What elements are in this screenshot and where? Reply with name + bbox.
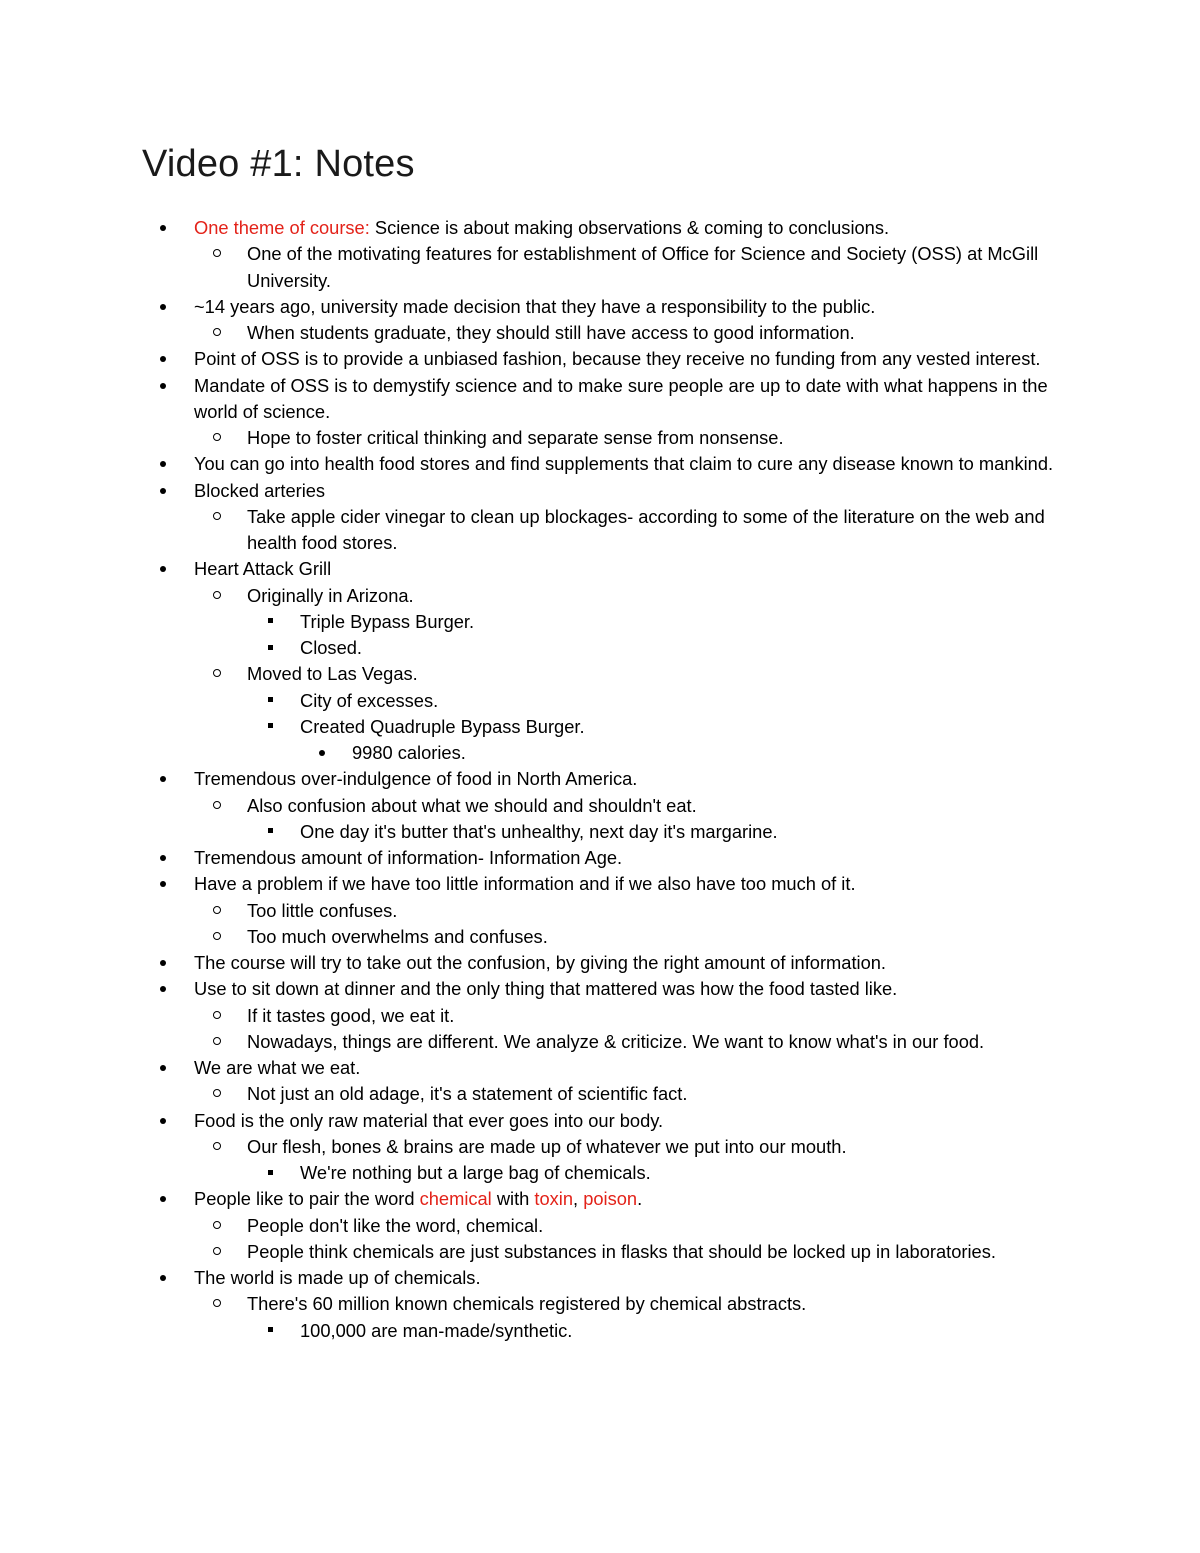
list-item-text: 9980 calories. [352, 742, 466, 763]
list-item [0, 1055, 1200, 1081]
list-item [0, 583, 1200, 609]
bullet-square-icon [260, 688, 280, 714]
list-item-text: Mandate of OSS is to demystify science and to make sure people are up to date with what happens in the world of science. [194, 374, 1048, 422]
bullet-square-icon [260, 609, 280, 635]
bullet-dot-icon [153, 1108, 173, 1134]
list-item [0, 320, 1200, 346]
bullet-ring-icon [207, 898, 227, 924]
list-item-text: ~14 years ago, university made decision that they have a responsibility to the public. [194, 295, 876, 317]
list-item-text: Our flesh, bones & brains are made up of whatever we put into our mouth. [247, 1135, 847, 1157]
highlighted-word-toxin: toxin [534, 1188, 574, 1210]
list-item-text: Use to sit down at dinner and the only thing that mattered was how the food tasted like. [194, 978, 898, 1000]
bullet-square-icon [260, 819, 280, 845]
list-item-text: with [491, 1188, 535, 1210]
bullet-ring-icon [207, 924, 227, 950]
list-item-text: Science is about making observations & coming to conclusions. [369, 217, 890, 238]
bullet-ring-icon [207, 1134, 227, 1160]
list-item-text: Originally in Arizona. [247, 584, 414, 606]
list-item [0, 1213, 1200, 1239]
list-item [0, 1291, 1200, 1317]
list-item [0, 871, 1200, 897]
bullet-ring-icon [207, 1291, 227, 1317]
list-item [0, 609, 1200, 635]
list-item-text: We're nothing but a large bag of chemicals. [300, 1162, 651, 1183]
list-item [0, 1318, 1200, 1344]
bullet-dot-icon [312, 740, 332, 766]
list-item [0, 898, 1200, 924]
bullet-ring-icon [207, 661, 227, 687]
list-item-text: The course will try to take out the confusion, by giving the right amount of information. [194, 952, 887, 973]
highlighted-word-poison: poison [583, 1188, 638, 1210]
list-item-text: Also confusion about what we should and shouldn't eat. [247, 794, 697, 816]
list-item [0, 478, 1200, 504]
list-item-text: The world is made up of chemicals. [194, 1267, 481, 1288]
page-title: Video #1: Notes [142, 143, 415, 185]
bullet-ring-icon [207, 1003, 227, 1029]
list-item [0, 425, 1200, 451]
list-item-text: City of excesses. [300, 689, 439, 711]
list-item-text: Nowadays, things are different. We analyze & criticize. We want to know what's in our food. [247, 1030, 985, 1052]
highlighted-word-chemical: chemical [419, 1188, 492, 1210]
list-item [0, 635, 1200, 661]
bullet-dot-icon [153, 373, 173, 399]
list-item [0, 740, 1200, 766]
list-item [0, 924, 1200, 950]
bullet-ring-icon [207, 583, 227, 609]
bullet-dot-icon [153, 294, 173, 320]
list-item-text: One day it's butter that's unhealthy, next day it's margarine. [300, 820, 778, 842]
bullet-dot-icon [153, 215, 173, 241]
list-item [0, 819, 1200, 845]
list-item [0, 1265, 1200, 1291]
list-item-text: Too much overwhelms and confuses. [247, 925, 548, 947]
list-item-text: If it tastes good, we eat it. [247, 1004, 455, 1026]
bullet-ring-icon [207, 793, 227, 819]
bullet-ring-icon [207, 1239, 227, 1265]
list-item-text: Heart Attack Grill [194, 558, 332, 580]
list-item [0, 1239, 1200, 1265]
list-item [0, 1003, 1200, 1029]
list-item-text: Tremendous amount of information- Information Age. [194, 847, 623, 868]
bullet-dot-icon [153, 346, 173, 372]
list-item [0, 241, 1200, 294]
bullet-dot-icon [153, 1055, 173, 1081]
bullet-ring-icon [207, 1029, 227, 1055]
list-item [0, 950, 1200, 976]
list-item [0, 556, 1200, 582]
list-item [0, 688, 1200, 714]
list-item-text: Hope to foster critical thinking and separate sense from nonsense. [247, 427, 784, 448]
list-item [0, 504, 1200, 557]
list-item-text: Point of OSS is to provide a unbiased fashion, because they receive no funding from any vested interest. [194, 348, 1041, 370]
bullet-ring-icon [207, 320, 227, 346]
list-item [0, 845, 1200, 871]
bullet-ring-icon [207, 1213, 227, 1239]
highlighted-label: One theme of course: [194, 217, 370, 238]
list-item [0, 976, 1200, 1002]
list-item-text: Take apple cider vinegar to clean up blockages- according to some of the literature on the web and health food stores. [247, 505, 1045, 553]
list-item [0, 793, 1200, 819]
list-item-text: Triple Bypass Burger. [300, 610, 475, 632]
list-item-text: Have a problem if we have too little information and if we also have too much of it. [194, 873, 856, 895]
list-item-text: Tremendous over-indulgence of food in North America. [194, 768, 638, 790]
list-item-text: Moved to Las Vegas. [247, 663, 418, 685]
list-item [0, 373, 1200, 426]
list-item [0, 346, 1200, 372]
list-item-text: People don't like the word, chemical. [247, 1214, 544, 1236]
list-item [0, 714, 1200, 740]
list-item [0, 215, 1200, 241]
list-item-text: Closed. [300, 637, 362, 658]
list-item-text: We are what we eat. [194, 1057, 361, 1078]
list-item-text: 100,000 are man-made/synthetic. [300, 1319, 573, 1341]
bullet-dot-icon [153, 871, 173, 897]
bullet-square-icon [260, 1318, 280, 1344]
list-item [0, 1081, 1200, 1107]
list-item-text: Created Quadruple Bypass Burger. [300, 715, 585, 737]
list-item-text: People think chemicals are just substances in flasks that should be locked up in laboratories. [247, 1240, 996, 1262]
bullet-dot-icon [153, 1186, 173, 1212]
list-item-text: Blocked arteries [194, 479, 326, 501]
list-item-text: Not just an old adage, it's a statement of scientific fact. [247, 1083, 688, 1105]
list-item-text: There's 60 million known chemicals registered by chemical abstracts. [247, 1293, 807, 1315]
list-item-text: When students graduate, they should still have access to good information. [247, 322, 855, 343]
bullet-ring-icon [207, 425, 227, 451]
list-item [0, 661, 1200, 687]
list-item-text: Food is the only raw material that ever goes into our body. [194, 1109, 664, 1131]
bullet-dot-icon [153, 478, 173, 504]
notes-list [0, 215, 1200, 1344]
list-item-text: . [637, 1188, 643, 1210]
bullet-dot-icon [153, 845, 173, 871]
list-item [0, 1029, 1200, 1055]
list-item-text: Too little confuses. [247, 899, 398, 921]
list-item [0, 1186, 1200, 1212]
list-item [0, 1134, 1200, 1160]
bullet-ring-icon [207, 241, 227, 267]
bullet-dot-icon [153, 1265, 173, 1291]
bullet-dot-icon [153, 766, 173, 792]
list-item-text: People like to pair the word [194, 1188, 420, 1210]
list-item [0, 1108, 1200, 1134]
bullet-dot-icon [153, 950, 173, 976]
list-item-text: , [573, 1188, 584, 1210]
bullet-square-icon [260, 635, 280, 661]
list-item [0, 294, 1200, 320]
bullet-square-icon [260, 1160, 280, 1186]
bullet-dot-icon [153, 556, 173, 582]
bullet-dot-icon [153, 451, 173, 477]
bullet-ring-icon [207, 1081, 227, 1107]
list-item-text: One of the motivating features for establishment of Office for Science and Society (OSS) at McGill University. [247, 243, 1039, 291]
list-item [0, 451, 1200, 477]
list-item [0, 766, 1200, 792]
bullet-ring-icon [207, 504, 227, 530]
bullet-dot-icon [153, 976, 173, 1002]
list-item [0, 1160, 1200, 1186]
list-item-text: You can go into health food stores and find supplements that claim to cure any disease known to mankind. [194, 453, 1054, 475]
bullet-square-icon [260, 714, 280, 740]
